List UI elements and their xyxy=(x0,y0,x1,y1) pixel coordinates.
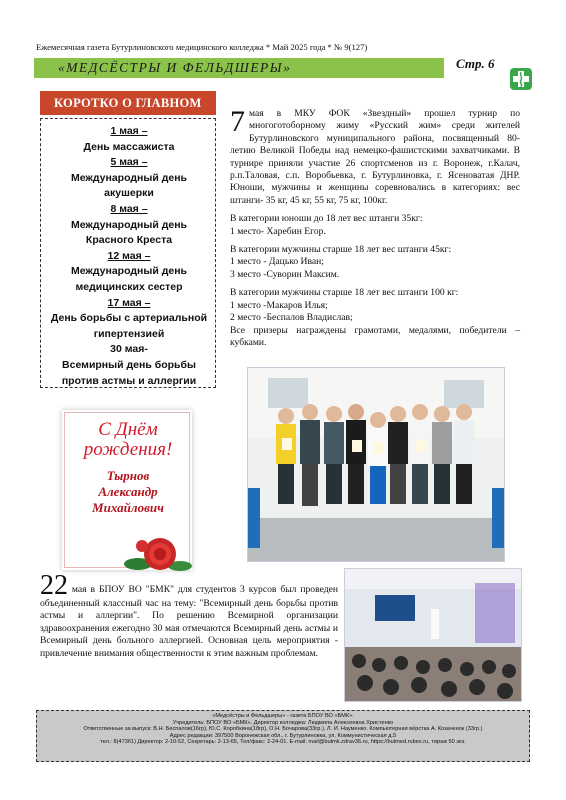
result-line: 1 место - Дацько Иван; xyxy=(230,256,324,268)
article-tournament xyxy=(230,105,520,355)
date-item: 12 мая – xyxy=(107,249,151,262)
event-item: День массажиста xyxy=(83,140,175,153)
section-tag: КОРОТКО О ГЛАВНОМ xyxy=(40,91,216,115)
footer-line: тел.: 8(47361) Директор: 2-10-52, Секретарь: 2-13-65, Тел/факс: 2-24-01. E-mail: mail@butmk.zdrav36.ru, https://butmed.rubex.ru, тираж 50 экз. xyxy=(100,739,466,746)
category-title: В категории юноши до 18 лет вес штанги 35кг: xyxy=(230,213,423,225)
greeting-line: С Днём xyxy=(98,419,158,440)
birthday-greeting xyxy=(70,420,186,460)
footer-line: Адрес редакции: 397500 Воронежская обл., г. Бутурлиновка, ул. Коммунистическая д.5 xyxy=(169,732,397,739)
footer-line: Ответственные за выпуск: В.Н. Беспалов(16гр), Ю.С. Коробкина(18гр), О.Н. Бочарова(33гр.), Л. И. Науменко. Компьютерная вёрстка А. Козаченок (33гр.) xyxy=(83,726,483,733)
article-text: мая в БПОУ ВО "БМК" для студентов 3 курсов был проведен объединенный классный час на тему: "Всемирный день борьбы против астмы и аллергии". По решению Всемирной организации здравоохранения ежегодно 30 мая отмечаются Всемирный день астмы и Всемирный день больного аллергией. Основная цель мероприятия - привлечение внимания общественности к этим важным проблемам. xyxy=(40,584,338,659)
date-item: 8 мая – xyxy=(110,202,148,215)
article-intro: мая в МКУ ФОК «Звездный» прошел турнир по многоготоборному жиму «Русский жим» среди жителей Бутурлиновского муниципального района, посвященный 80-летию Великой Победы над немецко-фашистскими захватчиками. В турнире приняли участие 26 спортсменов из г. Воронеж, г.Калач, р.п.Таловая, с.п. Воробьевка, г. Бутурлиновка, г. Ясеноватая ДНР. Юноши, мужчины и женщины соревновались в категориях: вес штанги- 35 кг, 45 кг, 55 кг, 75 кг, 100кг. xyxy=(230,108,520,206)
page-number: Стр. 6 xyxy=(456,56,495,71)
event-item: Всемирный день борьбы против астмы и аллергии xyxy=(61,358,197,387)
name-line: Михайлович xyxy=(92,500,164,515)
result-line: 1 место -Макаров Илья; xyxy=(230,299,328,311)
birthday-name xyxy=(68,468,188,516)
classroom-photo xyxy=(344,568,522,702)
result-line: 2 место -Беспалов Владислав; xyxy=(230,312,353,324)
result-line: 1 место- Харебин Егор. xyxy=(230,225,326,237)
masthead: Ежемесячная газета Бутурлиновского медицинского колледжа * Май 2025 года * № 9(127) xyxy=(36,42,368,52)
event-item: Международный день акушерки xyxy=(70,171,188,200)
category-title: В категории мужчины старше 18 лет вес штанги 100 кг: xyxy=(230,287,459,299)
dropcap: 7 xyxy=(230,105,245,138)
medical-cross-icon xyxy=(510,68,532,90)
category-title: В категории мужчины старше 18 лет вес штанги 45кг: xyxy=(230,244,452,256)
name-line: Тырнов xyxy=(106,468,150,483)
date-item: 17 мая – xyxy=(107,296,151,309)
footer-imprint xyxy=(40,713,526,746)
event-item: Международный день медицинских сестер xyxy=(70,265,188,293)
greeting-line: рождения! xyxy=(83,439,173,460)
date-item: 1 мая – xyxy=(110,125,148,137)
athletes-photo xyxy=(247,367,505,562)
dropcap: 22 xyxy=(40,570,68,601)
name-line: Александр xyxy=(98,484,158,499)
footer-line: «Медсёстры и Фельдшеры» - газета БПОУ ВО «БМК». xyxy=(212,713,354,719)
dates-list xyxy=(46,124,212,389)
result-line: 3 место -Суворин Максим. xyxy=(230,268,340,280)
date-item: 5 мая – xyxy=(110,156,148,169)
rose-icon xyxy=(124,528,194,578)
article-classhour xyxy=(40,570,338,660)
footer-line: Учредитель: БПОУ ВО «БМК». Директор колледжа: Людмила Алексеевна Христенко xyxy=(172,719,394,726)
event-item: День борьбы с артериальной гипертензией xyxy=(50,312,208,340)
date-item: 30 мая- xyxy=(110,343,148,356)
event-item: Международный день Красного Креста xyxy=(70,218,188,247)
newspaper-title: «МЕДСЁСТРЫ И ФЕЛЬДШЕРЫ» xyxy=(58,60,292,75)
result-line: Все призеры награждены грамотами, медалями, победители –кубками. xyxy=(230,324,520,348)
